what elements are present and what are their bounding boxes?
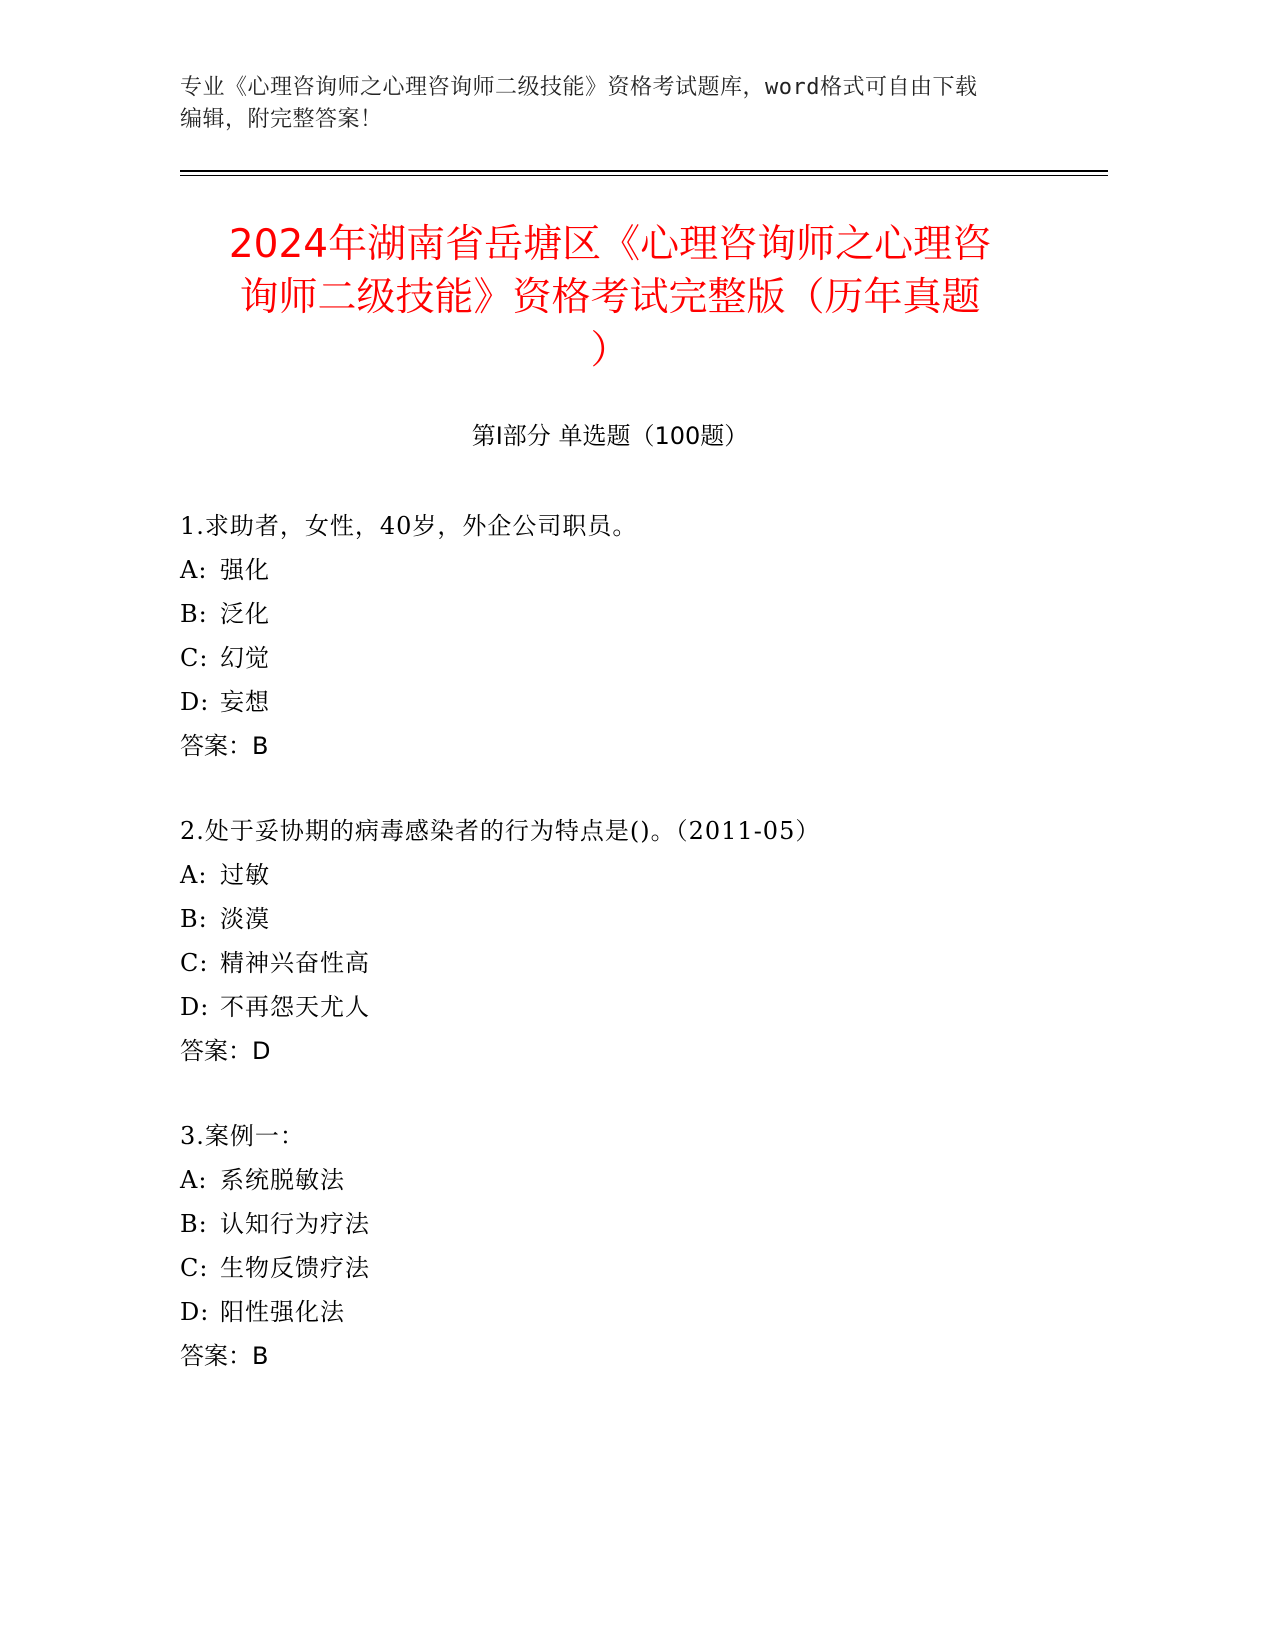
option-c bbox=[180, 642, 1080, 686]
option-key: D: bbox=[180, 1298, 210, 1326]
question-1 bbox=[180, 510, 1080, 774]
option-key: D: bbox=[180, 688, 210, 716]
option-text: 阳性强化法 bbox=[220, 1298, 345, 1326]
option-b bbox=[180, 903, 1080, 947]
option-text: 妄想 bbox=[220, 688, 270, 716]
question-stem: 2.处于妥协期的病毒感染者的行为特点是()。（2011-05） bbox=[180, 817, 821, 845]
option-text: 精神兴奋性高 bbox=[220, 949, 370, 977]
option-text: 认知行为疗法 bbox=[220, 1210, 370, 1238]
option-a bbox=[180, 1164, 1080, 1208]
option-text: 系统脱敏法 bbox=[220, 1166, 345, 1194]
option-a bbox=[180, 554, 1080, 598]
option-text: 强化 bbox=[220, 556, 270, 584]
option-key: C: bbox=[180, 644, 209, 672]
question-stem: 3.案例一： bbox=[180, 1122, 305, 1150]
option-b bbox=[180, 598, 1080, 642]
question-2 bbox=[180, 815, 1080, 1079]
option-key: D: bbox=[180, 993, 210, 1021]
option-key: A: bbox=[180, 556, 208, 584]
option-key: C: bbox=[180, 1254, 209, 1282]
header-divider-thin bbox=[180, 175, 1108, 176]
option-text: 淡漠 bbox=[220, 905, 270, 933]
option-key: A: bbox=[180, 1166, 208, 1194]
option-key: A: bbox=[180, 861, 208, 889]
question-3 bbox=[180, 1120, 1080, 1384]
option-a bbox=[180, 859, 1080, 903]
option-key: B: bbox=[180, 905, 208, 933]
document-title-line-3: ） bbox=[590, 328, 630, 373]
header-divider-thick bbox=[180, 170, 1108, 172]
option-text: 幻觉 bbox=[220, 644, 270, 672]
option-d bbox=[180, 991, 1080, 1035]
option-key: B: bbox=[180, 600, 208, 628]
option-text: 过敏 bbox=[220, 861, 270, 889]
header-note bbox=[180, 72, 1060, 136]
option-c bbox=[180, 947, 1080, 991]
option-d bbox=[180, 1296, 1080, 1340]
header-note-line-2: 编辑，附完整答案！ bbox=[180, 107, 383, 132]
section-heading: 第Ⅰ部分 单选题（100题） bbox=[471, 422, 749, 450]
answer: 答案：B bbox=[180, 732, 269, 760]
option-text: 泛化 bbox=[220, 600, 270, 628]
option-d bbox=[180, 686, 1080, 730]
question-stem: 1.求助者，女性，40岁，外企公司职员。 bbox=[180, 512, 638, 540]
option-b bbox=[180, 1208, 1080, 1252]
document-title-line-2: 询师二级技能》资格考试完整版（历年真题 bbox=[239, 275, 981, 320]
option-key: C: bbox=[180, 949, 209, 977]
option-text: 生物反馈疗法 bbox=[220, 1254, 370, 1282]
header-note-line-1: 专业《心理咨询师之心理咨询师二级技能》资格考试题库，word格式可自由下载 bbox=[180, 75, 978, 100]
option-c bbox=[180, 1252, 1080, 1296]
option-key: B: bbox=[180, 1210, 208, 1238]
document-title bbox=[180, 218, 1040, 377]
document-title-line-1: 2024年湖南省岳塘区《心理咨询师之心理咨 bbox=[228, 222, 992, 267]
option-text: 不再怨天尤人 bbox=[220, 993, 370, 1021]
answer: 答案：B bbox=[180, 1342, 269, 1370]
answer: 答案：D bbox=[180, 1037, 271, 1065]
